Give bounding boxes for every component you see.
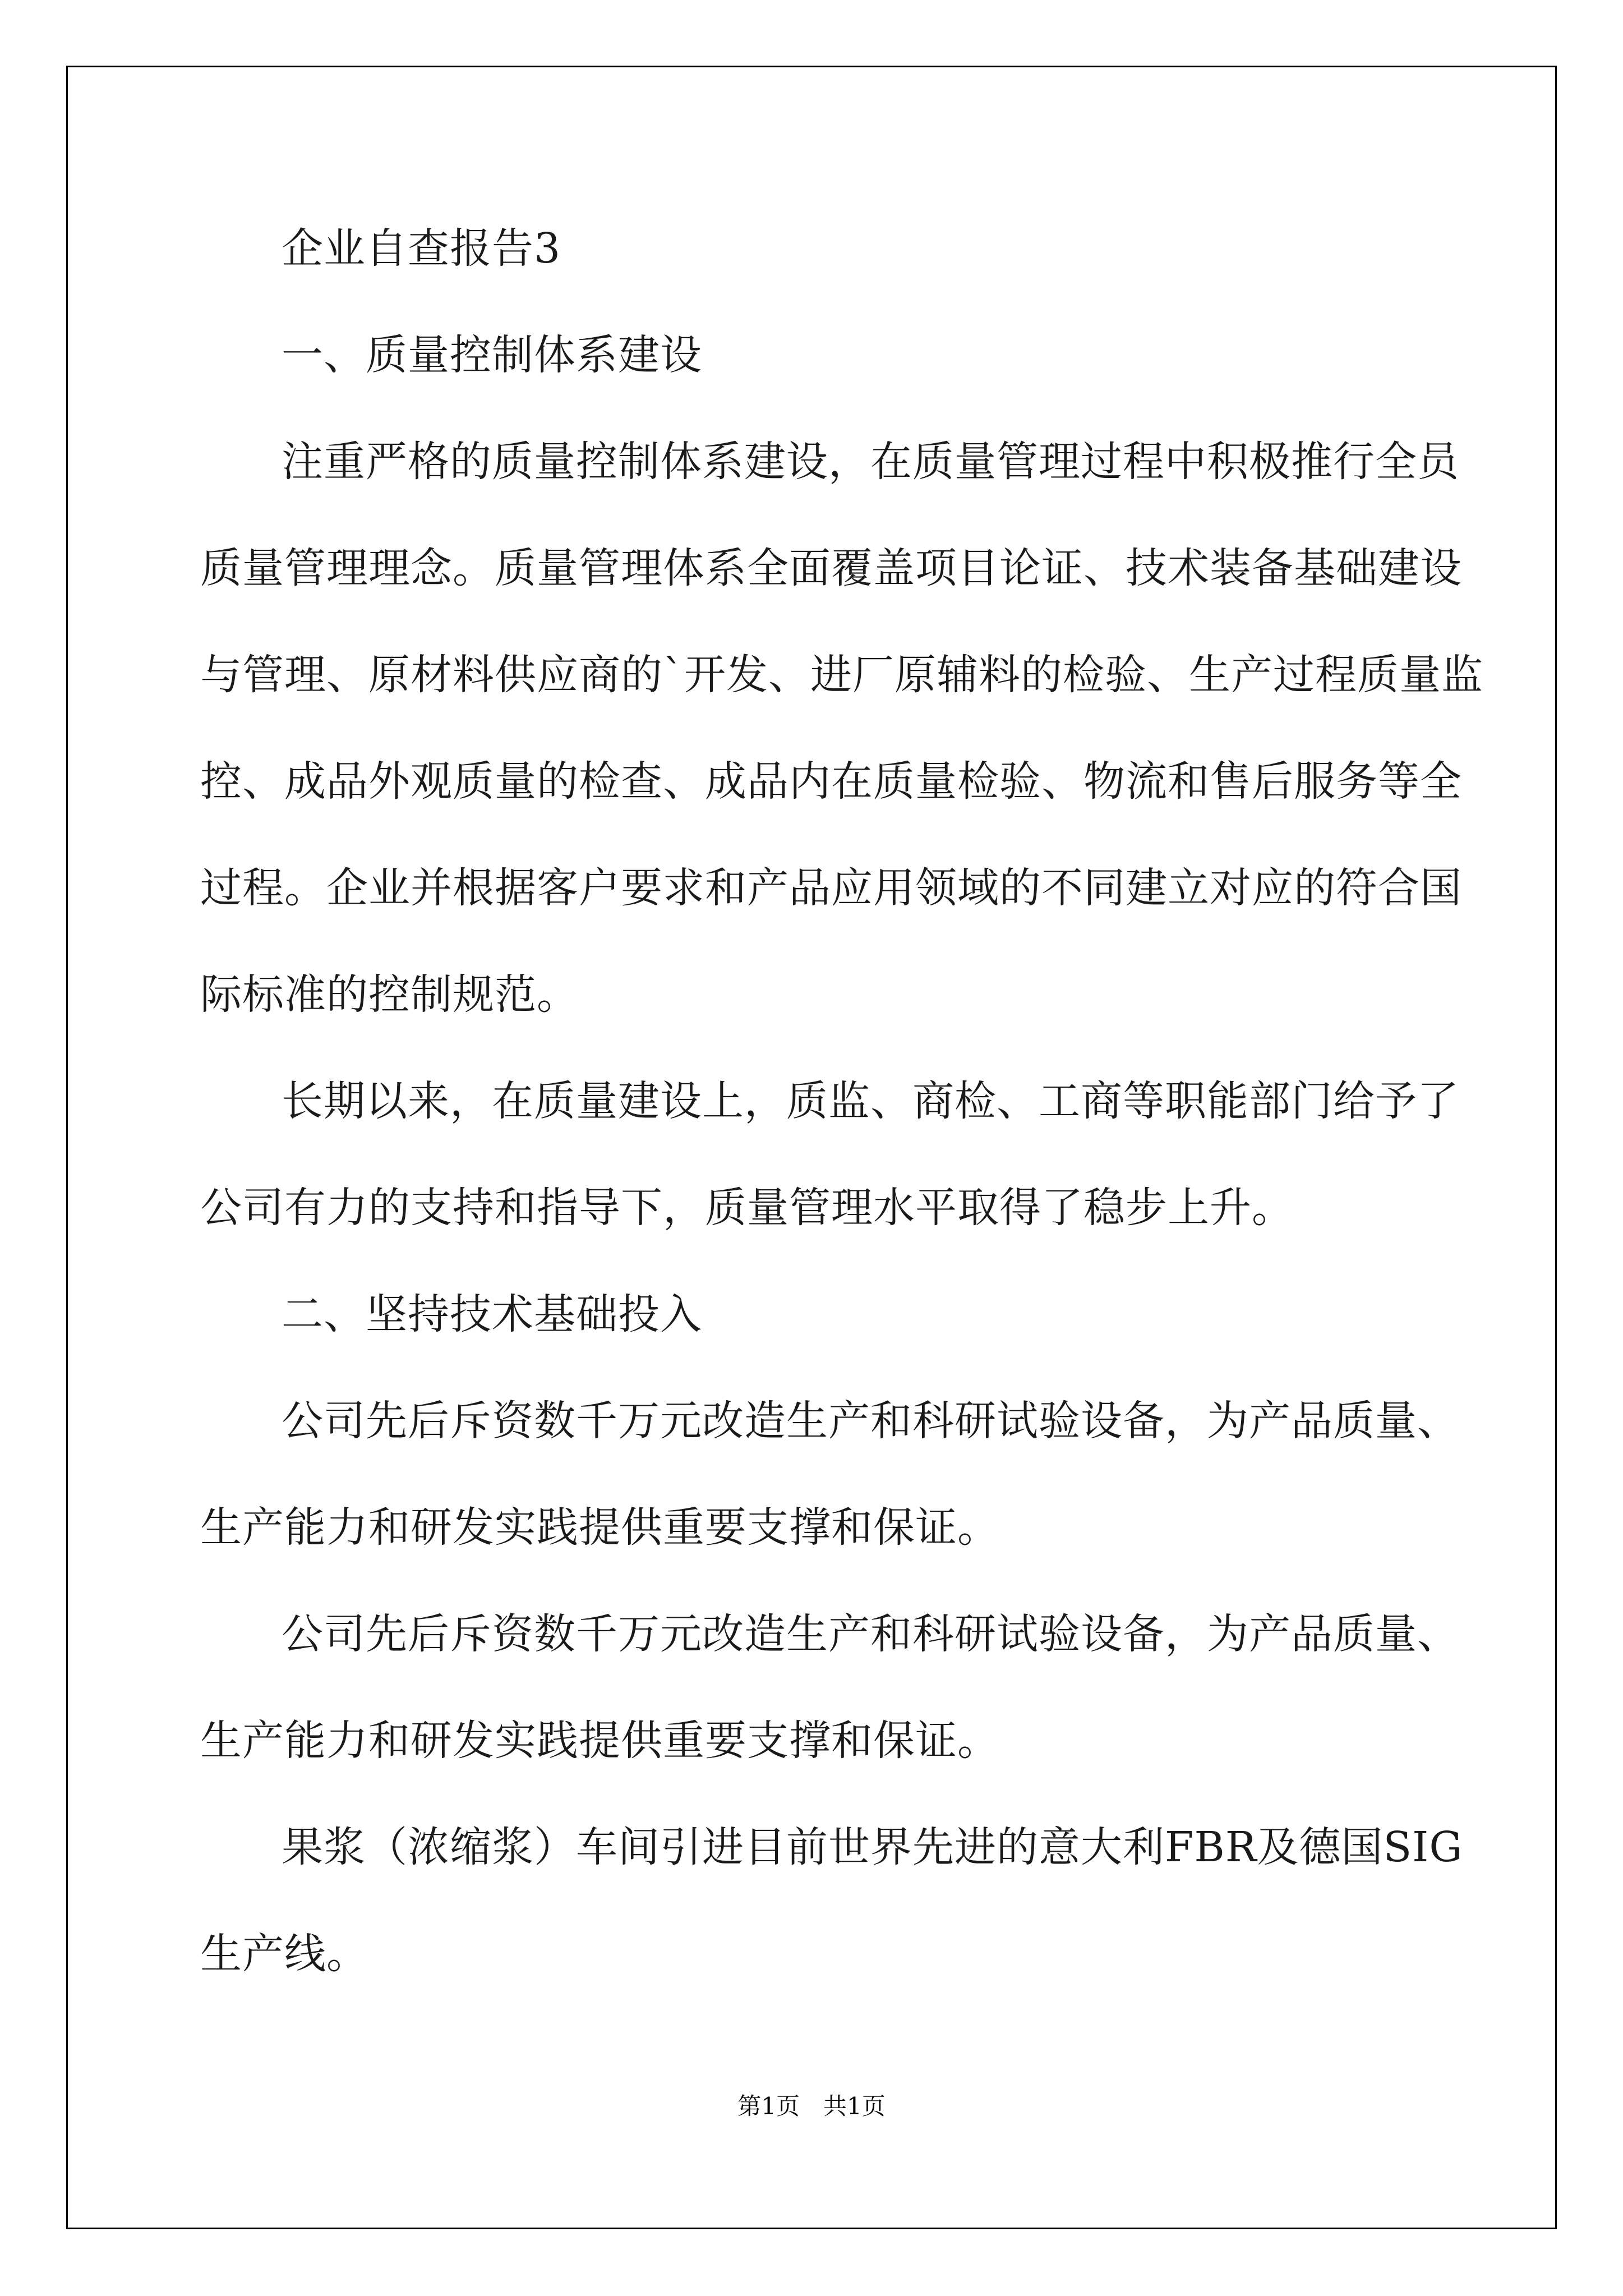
paragraph-line: 公司先后斥资数千万元改造生产和科研试验设备，为产品质量、: [282, 1397, 1459, 1445]
paragraph-line: 质量管理理念。质量管理体系全面覆盖项目论证、技术装备基础建设: [200, 544, 1462, 592]
paragraph-line: 生产能力和研发实践提供重要支撑和保证。: [200, 1503, 999, 1552]
paragraph-line: 与管理、原材料供应商的`开发、进厂原辅料的检验、生产过程质量监: [200, 651, 1483, 699]
section-heading-1: 一、质量控制体系建设: [282, 331, 702, 379]
paragraph-line: 生产能力和研发实践提供重要支撑和保证。: [200, 1717, 999, 1765]
paragraph-line: 注重严格的质量控制体系建设，在质量管理过程中积极推行全员: [282, 438, 1459, 486]
paragraph-line: 生产线。: [200, 1930, 368, 1978]
page-border: [66, 66, 1557, 2229]
paragraph-line: 控、成品外观质量的检查、成品内在质量检验、物流和售后服务等全: [200, 757, 1462, 806]
paragraph-line: 果浆（浓缩浆）车间引进目前世界先进的意大利FBR及德国SIG: [282, 1823, 1463, 1871]
paragraph-line: 公司有力的支持和指导下，质量管理水平取得了稳步上升。: [200, 1184, 1294, 1232]
paragraph-line: 长期以来，在质量建设上，质监、商检、工商等职能部门给予了: [282, 1077, 1459, 1125]
section-heading-2: 二、坚持技术基础投入: [282, 1290, 702, 1338]
paragraph-line: 过程。企业并根据客户要求和产品应用领域的不同建立对应的符合国: [200, 864, 1462, 912]
document-title: 企业自查报告3: [282, 224, 561, 273]
paragraph-line: 公司先后斥资数千万元改造生产和科研试验设备，为产品质量、: [282, 1610, 1459, 1658]
paragraph-line: 际标准的控制规范。: [200, 970, 579, 1019]
page-footer: 第1页 共1页: [737, 2092, 886, 2120]
